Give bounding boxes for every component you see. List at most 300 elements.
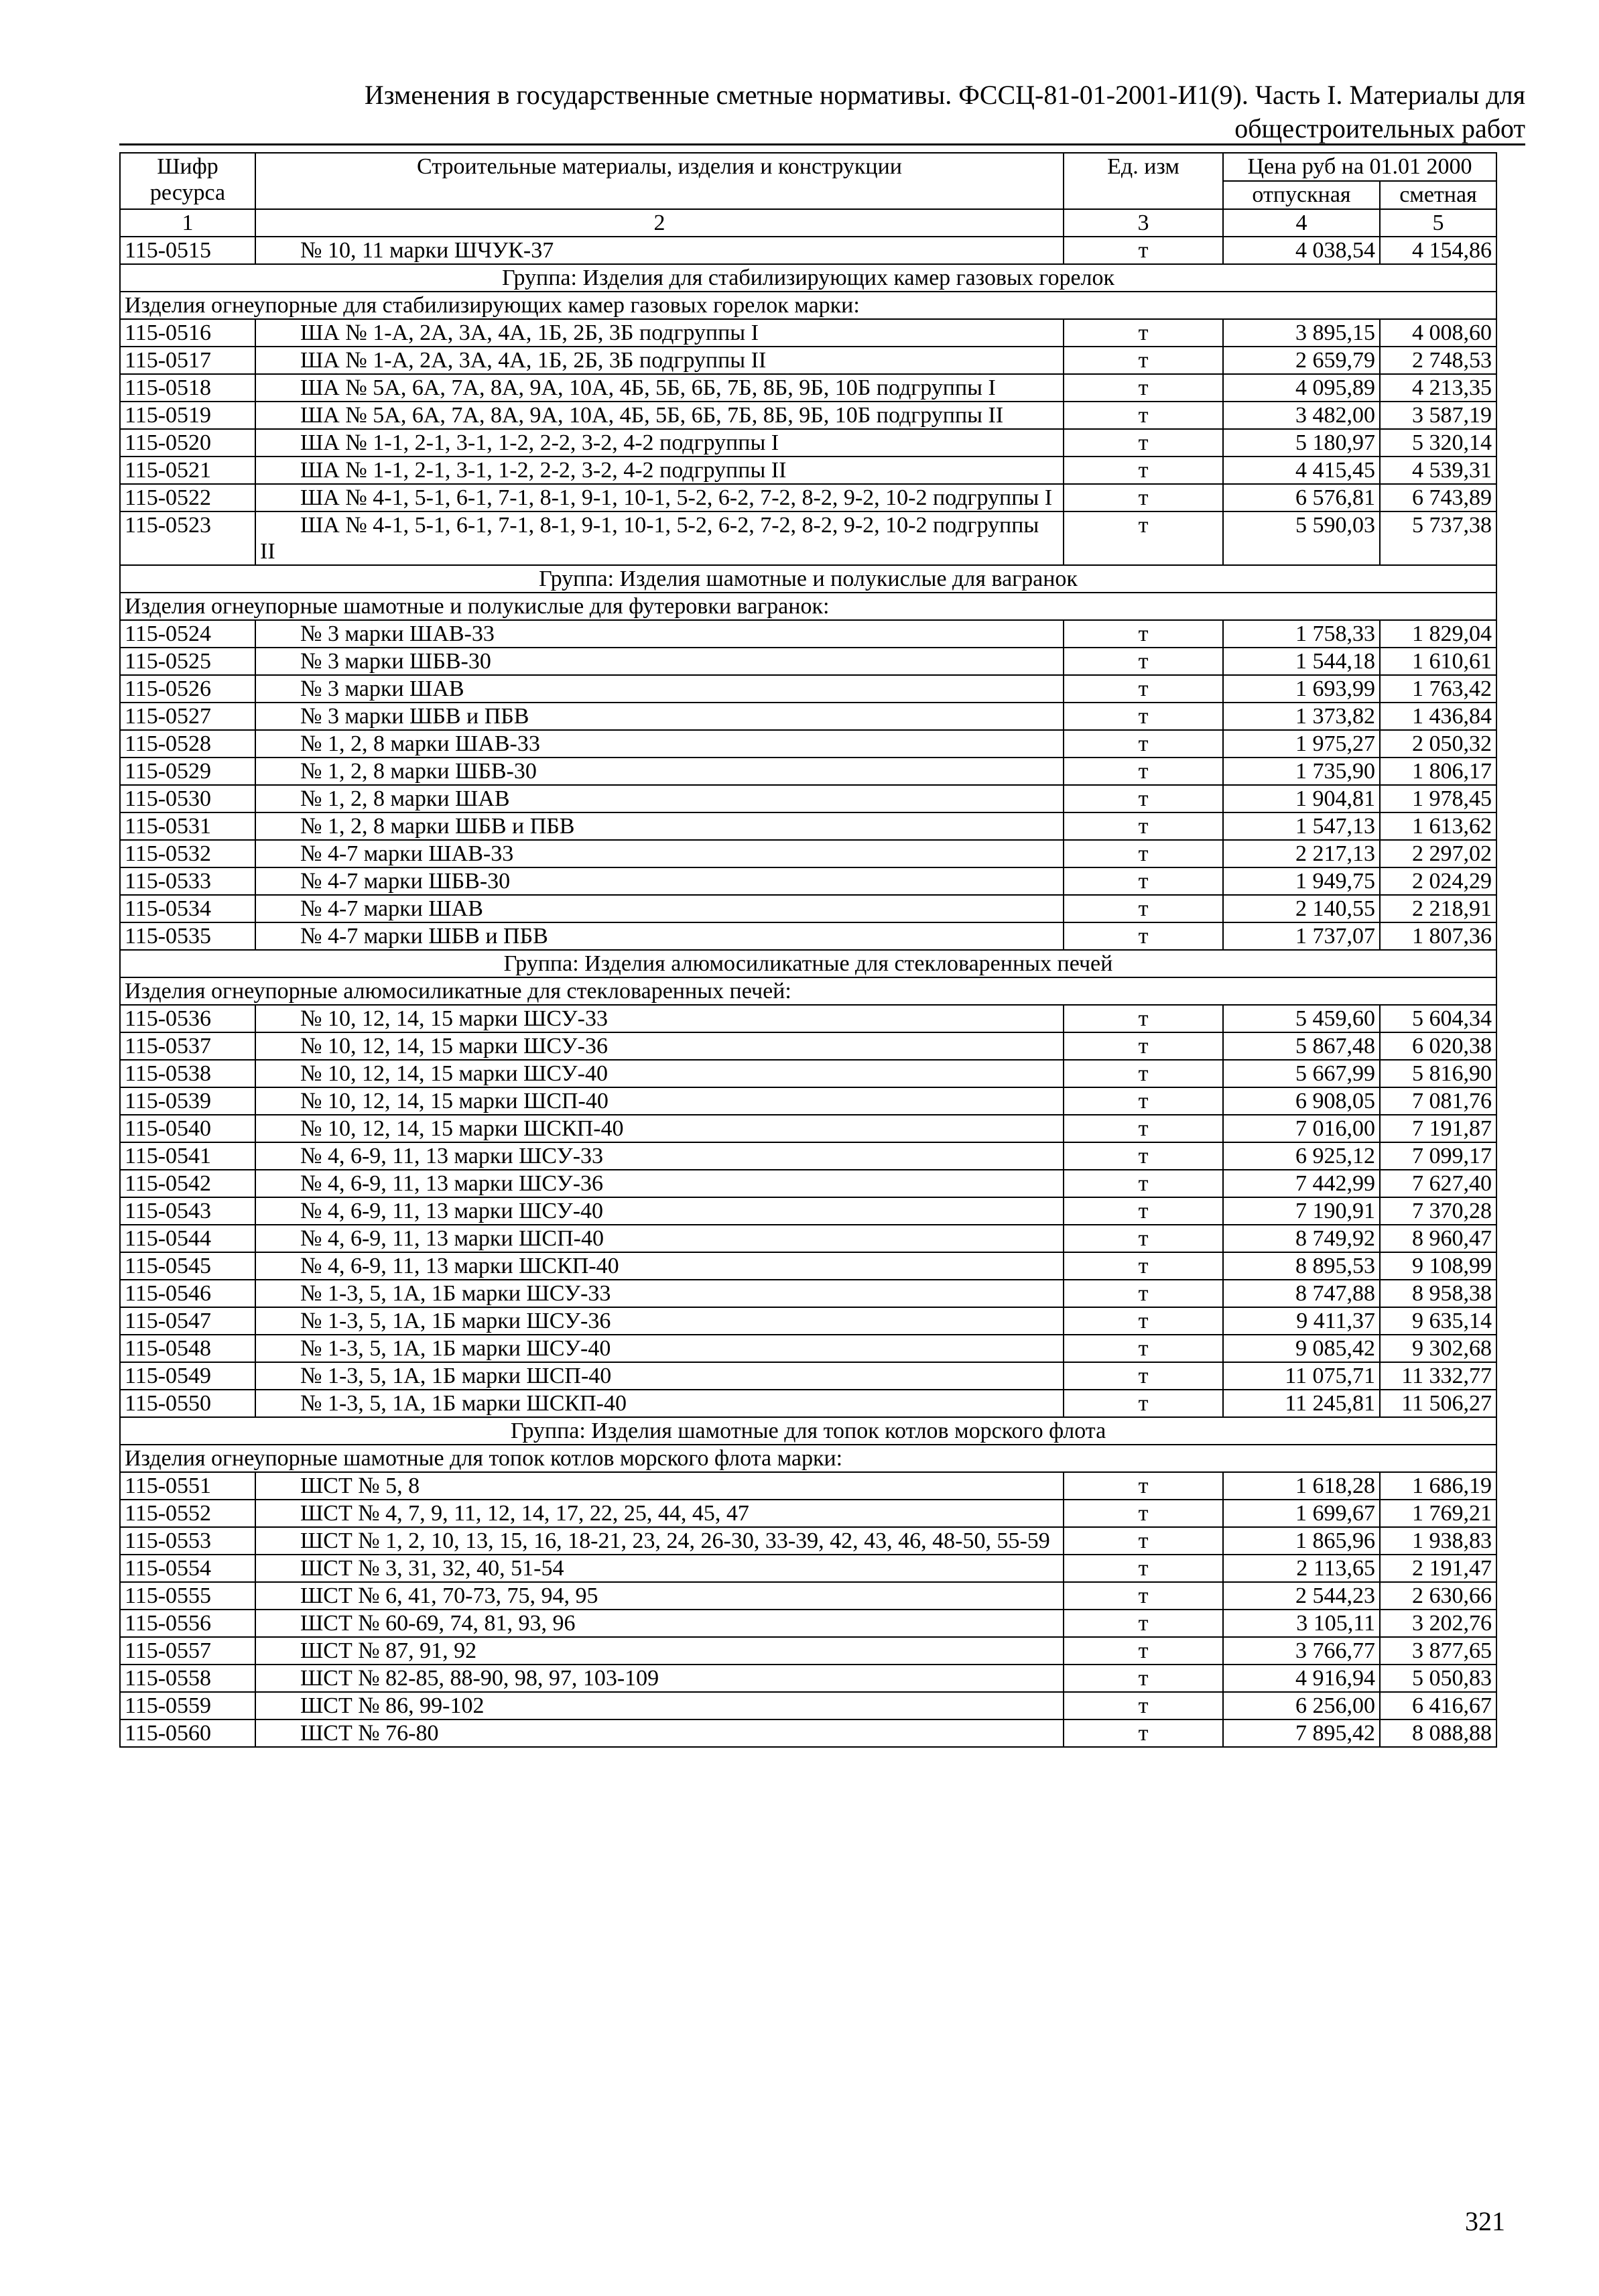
material-name-text: ШСТ № 4, 7, 9, 11, 12, 14, 17, 22, 25, 44, 45, 47 bbox=[300, 1501, 749, 1526]
release-price-cell: 1 373,82 bbox=[1223, 703, 1380, 730]
resource-code-cell: 115-0518 bbox=[120, 374, 255, 402]
material-name-text: № 4, 6-9, 11, 13 марки ШСУ-33 bbox=[300, 1144, 604, 1168]
unit-cell: т bbox=[1064, 812, 1223, 840]
unit-cell: т bbox=[1064, 1005, 1223, 1032]
resource-code-cell: 115-0545 bbox=[120, 1252, 255, 1280]
table-row bbox=[120, 1115, 1496, 1142]
resource-code-cell: 115-0519 bbox=[120, 402, 255, 429]
unit-cell: т bbox=[1064, 1142, 1223, 1170]
material-name-text: № 1, 2, 8 марки ШАВ-33 bbox=[300, 731, 540, 756]
unit-cell: т bbox=[1064, 648, 1223, 675]
material-name-cell bbox=[255, 319, 1064, 347]
material-name-text: ШСТ № 86, 99-102 bbox=[300, 1693, 485, 1718]
release-price-cell: 1 865,96 bbox=[1223, 1527, 1380, 1555]
unit-cell: т bbox=[1064, 758, 1223, 785]
resource-code-cell: 115-0516 bbox=[120, 319, 255, 347]
unit-cell: т bbox=[1064, 620, 1223, 648]
table-row bbox=[120, 237, 1496, 264]
release-price-cell: 9 411,37 bbox=[1223, 1307, 1380, 1335]
table-row bbox=[120, 812, 1496, 840]
unit-cell: т bbox=[1064, 402, 1223, 429]
group-heading-row bbox=[120, 264, 1496, 292]
table-row bbox=[120, 484, 1496, 511]
group-heading: Группа: Изделия алюмосиликатные для стекловаренных печей bbox=[120, 950, 1496, 977]
estimate-price-cell: 1 806,17 bbox=[1380, 758, 1496, 785]
resource-code-cell: 115-0560 bbox=[120, 1719, 255, 1747]
release-price-cell: 2 544,23 bbox=[1223, 1582, 1380, 1610]
material-name-text: ША № 5А, 6А, 7А, 8А, 9А, 10А, 4Б, 5Б, 6Б, 7Б, 8Б, 9Б, 10Б подгруппы I bbox=[300, 375, 996, 400]
column-header-price-release: отпускная bbox=[1223, 181, 1380, 209]
table-row bbox=[120, 1527, 1496, 1555]
material-name-cell bbox=[255, 1582, 1064, 1610]
estimate-price-cell: 4 539,31 bbox=[1380, 457, 1496, 484]
resource-code-cell: 115-0532 bbox=[120, 840, 255, 867]
release-price-cell: 8 747,88 bbox=[1223, 1280, 1380, 1307]
release-price-cell: 3 766,77 bbox=[1223, 1637, 1380, 1665]
table-row bbox=[120, 867, 1496, 895]
estimate-price-cell: 1 938,83 bbox=[1380, 1527, 1496, 1555]
resource-code-cell: 115-0557 bbox=[120, 1637, 255, 1665]
resource-code-cell: 115-0517 bbox=[120, 347, 255, 374]
table-row bbox=[120, 402, 1496, 429]
unit-cell: т bbox=[1064, 1665, 1223, 1692]
unit-cell: т bbox=[1064, 1527, 1223, 1555]
release-price-cell: 6 908,05 bbox=[1223, 1087, 1380, 1115]
material-name-cell bbox=[255, 1500, 1064, 1527]
resource-code-cell: 115-0530 bbox=[120, 785, 255, 812]
release-price-cell: 4 095,89 bbox=[1223, 374, 1380, 402]
resource-code-cell: 115-0553 bbox=[120, 1527, 255, 1555]
material-name-cell bbox=[255, 1087, 1064, 1115]
resource-code-cell: 115-0537 bbox=[120, 1032, 255, 1060]
material-name-text: № 1-3, 5, 1А, 1Б марки ШСП-40 bbox=[300, 1364, 612, 1388]
material-name-text: № 1-3, 5, 1А, 1Б марки ШСУ-33 bbox=[300, 1281, 611, 1306]
material-name-text: ШСТ № 5, 8 bbox=[300, 1473, 420, 1498]
table-body bbox=[120, 237, 1496, 1747]
release-price-cell: 3 895,15 bbox=[1223, 319, 1380, 347]
release-price-cell: 3 105,11 bbox=[1223, 1610, 1380, 1637]
table-row bbox=[120, 1087, 1496, 1115]
material-name-text: ША № 4-1, 5-1, 6-1, 7-1, 8-1, 9-1, 10-1, 5-2, 6-2, 7-2, 8-2, 9-2, 10-2 подгруппы II bbox=[260, 513, 1039, 564]
material-name-text: № 4, 6-9, 11, 13 марки ШСУ-40 bbox=[300, 1199, 604, 1223]
material-name-cell bbox=[255, 1692, 1064, 1719]
document-header-line-1: Изменения в государственные сметные нормативы. ФССЦ-81-01-2001-И1(9). Часть I. Материалы для bbox=[364, 80, 1525, 110]
table-row bbox=[120, 785, 1496, 812]
resource-code-cell: 115-0541 bbox=[120, 1142, 255, 1170]
unit-cell: т bbox=[1064, 1472, 1223, 1500]
release-price-cell: 5 590,03 bbox=[1223, 511, 1380, 565]
release-price-cell: 11 245,81 bbox=[1223, 1390, 1380, 1417]
resource-code-cell: 115-0556 bbox=[120, 1610, 255, 1637]
release-price-cell: 1 618,28 bbox=[1223, 1472, 1380, 1500]
group-heading-row bbox=[120, 565, 1496, 593]
resource-code-cell: 115-0521 bbox=[120, 457, 255, 484]
resource-code-cell: 115-0548 bbox=[120, 1335, 255, 1362]
estimate-price-cell: 5 604,34 bbox=[1380, 1005, 1496, 1032]
subgroup-heading: Изделия огнеупорные для стабилизирующих камер газовых горелок марки: bbox=[120, 292, 1496, 319]
resource-code-cell: 115-0528 bbox=[120, 730, 255, 758]
table-row bbox=[120, 1555, 1496, 1582]
unit-cell: т bbox=[1064, 511, 1223, 565]
material-name-cell bbox=[255, 1115, 1064, 1142]
material-name-text: ША № 1-А, 2А, 3А, 4А, 1Б, 2Б, 3Б подгруппы I bbox=[300, 320, 759, 345]
material-name-cell bbox=[255, 457, 1064, 484]
release-price-cell: 2 140,55 bbox=[1223, 895, 1380, 922]
material-name-text: № 4, 6-9, 11, 13 марки ШСП-40 bbox=[300, 1226, 604, 1251]
table-row bbox=[120, 840, 1496, 867]
material-name-cell bbox=[255, 1555, 1064, 1582]
estimate-price-cell: 2 218,91 bbox=[1380, 895, 1496, 922]
resource-code-cell: 115-0515 bbox=[120, 237, 255, 264]
material-name-cell bbox=[255, 1610, 1064, 1637]
resource-code-cell: 115-0535 bbox=[120, 922, 255, 950]
unit-cell: т bbox=[1064, 730, 1223, 758]
estimate-price-cell: 7 370,28 bbox=[1380, 1197, 1496, 1225]
unit-cell: т bbox=[1064, 347, 1223, 374]
resource-code-cell: 115-0550 bbox=[120, 1390, 255, 1417]
resource-code-cell: 115-0543 bbox=[120, 1197, 255, 1225]
estimate-price-cell: 3 587,19 bbox=[1380, 402, 1496, 429]
column-number: 2 bbox=[255, 209, 1064, 237]
material-name-cell bbox=[255, 1335, 1064, 1362]
resource-code-cell: 115-0526 bbox=[120, 675, 255, 703]
release-price-cell: 6 256,00 bbox=[1223, 1692, 1380, 1719]
release-price-cell: 1 547,13 bbox=[1223, 812, 1380, 840]
unit-cell: т bbox=[1064, 895, 1223, 922]
material-name-cell bbox=[255, 1060, 1064, 1087]
material-name-cell bbox=[255, 648, 1064, 675]
material-name-text: № 1, 2, 8 марки ШАВ bbox=[300, 786, 510, 811]
unit-cell: т bbox=[1064, 1692, 1223, 1719]
table-row bbox=[120, 374, 1496, 402]
material-name-text: № 3 марки ШБВ и ПБВ bbox=[300, 704, 529, 729]
estimate-price-cell: 9 635,14 bbox=[1380, 1307, 1496, 1335]
material-name-cell bbox=[255, 895, 1064, 922]
estimate-price-cell: 1 769,21 bbox=[1380, 1500, 1496, 1527]
subgroup-heading: Изделия огнеупорные шамотные для топок котлов морского флота марки: bbox=[120, 1445, 1496, 1472]
material-name-cell bbox=[255, 484, 1064, 511]
material-name-text: № 10, 12, 14, 15 марки ШСУ-36 bbox=[300, 1034, 608, 1059]
resource-code-cell: 115-0538 bbox=[120, 1060, 255, 1087]
release-price-cell: 2 113,65 bbox=[1223, 1555, 1380, 1582]
estimate-price-cell: 2 748,53 bbox=[1380, 347, 1496, 374]
resource-code-cell: 115-0524 bbox=[120, 620, 255, 648]
release-price-cell: 6 576,81 bbox=[1223, 484, 1380, 511]
material-name-cell bbox=[255, 402, 1064, 429]
table-row bbox=[120, 1005, 1496, 1032]
table-row bbox=[120, 1390, 1496, 1417]
page-number: 321 bbox=[1465, 2206, 1505, 2236]
material-name-text: № 1, 2, 8 марки ШБВ и ПБВ bbox=[300, 814, 575, 839]
material-name-cell bbox=[255, 1225, 1064, 1252]
material-name-text: № 1-3, 5, 1А, 1Б марки ШСКП-40 bbox=[300, 1391, 627, 1416]
material-name-cell bbox=[255, 867, 1064, 895]
release-price-cell: 9 085,42 bbox=[1223, 1335, 1380, 1362]
table-row bbox=[120, 1170, 1496, 1197]
material-name-cell bbox=[255, 840, 1064, 867]
estimate-price-cell: 5 737,38 bbox=[1380, 511, 1496, 565]
material-name-text: № 4-7 марки ШАВ-33 bbox=[300, 841, 514, 866]
unit-cell: т bbox=[1064, 922, 1223, 950]
unit-cell: т bbox=[1064, 1225, 1223, 1252]
estimate-price-cell: 3 877,65 bbox=[1380, 1637, 1496, 1665]
resource-code-cell: 115-0551 bbox=[120, 1472, 255, 1500]
resource-code-cell: 115-0555 bbox=[120, 1582, 255, 1610]
estimate-price-cell: 2 630,66 bbox=[1380, 1582, 1496, 1610]
material-name-text: № 1-3, 5, 1А, 1Б марки ШСУ-36 bbox=[300, 1309, 611, 1333]
material-name-text: ШСТ № 82-85, 88-90, 98, 97, 103-109 bbox=[300, 1666, 659, 1691]
subgroup-heading: Изделия огнеупорные шамотные и полукислые для футеровки вагранок: bbox=[120, 593, 1496, 620]
table-row bbox=[120, 1500, 1496, 1527]
unit-cell: т bbox=[1064, 867, 1223, 895]
unit-cell: т bbox=[1064, 374, 1223, 402]
estimate-price-cell: 4 154,86 bbox=[1380, 237, 1496, 264]
resource-code-cell: 115-0520 bbox=[120, 429, 255, 457]
material-name-cell bbox=[255, 1170, 1064, 1197]
material-name-text: № 4-7 марки ШБВ-30 bbox=[300, 869, 511, 894]
resource-code-cell: 115-0547 bbox=[120, 1307, 255, 1335]
release-price-cell: 7 016,00 bbox=[1223, 1115, 1380, 1142]
unit-cell: т bbox=[1064, 319, 1223, 347]
release-price-cell: 7 895,42 bbox=[1223, 1719, 1380, 1747]
table-row bbox=[120, 1582, 1496, 1610]
resource-code-cell: 115-0558 bbox=[120, 1665, 255, 1692]
release-price-cell: 5 867,48 bbox=[1223, 1032, 1380, 1060]
unit-cell: т bbox=[1064, 457, 1223, 484]
unit-cell: т bbox=[1064, 1197, 1223, 1225]
resource-code-cell: 115-0549 bbox=[120, 1362, 255, 1390]
material-name-cell bbox=[255, 1665, 1064, 1692]
table-row bbox=[120, 1362, 1496, 1390]
material-name-cell bbox=[255, 730, 1064, 758]
column-number: 5 bbox=[1380, 209, 1496, 237]
table-row bbox=[120, 1197, 1496, 1225]
table-row bbox=[120, 1280, 1496, 1307]
material-name-text: № 1, 2, 8 марки ШБВ-30 bbox=[300, 759, 537, 784]
subgroup-heading-row bbox=[120, 977, 1496, 1005]
material-name-cell bbox=[255, 675, 1064, 703]
estimate-price-cell: 1 829,04 bbox=[1380, 620, 1496, 648]
estimate-price-cell: 1 613,62 bbox=[1380, 812, 1496, 840]
material-name-cell bbox=[255, 237, 1064, 264]
table-row bbox=[120, 1719, 1496, 1747]
table-row bbox=[120, 1692, 1496, 1719]
estimate-price-cell: 1 978,45 bbox=[1380, 785, 1496, 812]
estimate-price-cell: 2 024,29 bbox=[1380, 867, 1496, 895]
release-price-cell: 1 735,90 bbox=[1223, 758, 1380, 785]
unit-cell: т bbox=[1064, 1500, 1223, 1527]
estimate-price-cell: 1 763,42 bbox=[1380, 675, 1496, 703]
unit-cell: т bbox=[1064, 1115, 1223, 1142]
material-name-text: ША № 1-А, 2А, 3А, 4А, 1Б, 2Б, 3Б подгруппы II bbox=[300, 348, 767, 373]
release-price-cell: 6 925,12 bbox=[1223, 1142, 1380, 1170]
material-name-text: ШСТ № 3, 31, 32, 40, 51-54 bbox=[300, 1556, 564, 1581]
column-header-unit: Ед. изм bbox=[1064, 153, 1223, 209]
table-row bbox=[120, 1665, 1496, 1692]
unit-cell: т bbox=[1064, 675, 1223, 703]
material-name-cell bbox=[255, 1307, 1064, 1335]
material-name-cell bbox=[255, 785, 1064, 812]
estimate-price-cell: 5 050,83 bbox=[1380, 1665, 1496, 1692]
material-name-text: № 4-7 марки ШБВ и ПБВ bbox=[300, 924, 548, 949]
estimate-price-cell: 7 081,76 bbox=[1380, 1087, 1496, 1115]
column-header-price-estimate: сметная bbox=[1380, 181, 1496, 209]
estimate-price-cell: 5 816,90 bbox=[1380, 1060, 1496, 1087]
material-name-text: ША № 5А, 6А, 7А, 8А, 9А, 10А, 4Б, 5Б, 6Б, 7Б, 8Б, 9Б, 10Б подгруппы II bbox=[300, 403, 1004, 428]
unit-cell: т bbox=[1064, 484, 1223, 511]
release-price-cell: 5 667,99 bbox=[1223, 1060, 1380, 1087]
estimate-price-cell: 9 302,68 bbox=[1380, 1335, 1496, 1362]
group-heading-row bbox=[120, 1417, 1496, 1445]
table-row bbox=[120, 429, 1496, 457]
group-heading: Группа: Изделия шамотные для топок котлов морского флота bbox=[120, 1417, 1496, 1445]
estimate-price-cell: 2 050,32 bbox=[1380, 730, 1496, 758]
estimate-price-cell: 9 108,99 bbox=[1380, 1252, 1496, 1280]
material-name-text: № 10, 12, 14, 15 марки ШСУ-33 bbox=[300, 1006, 608, 1031]
material-name-cell bbox=[255, 429, 1064, 457]
estimate-price-cell: 11 332,77 bbox=[1380, 1362, 1496, 1390]
unit-cell: т bbox=[1064, 1637, 1223, 1665]
estimate-price-cell: 6 416,67 bbox=[1380, 1692, 1496, 1719]
group-heading-row bbox=[120, 950, 1496, 977]
document-header-line-2: общестроительных работ bbox=[1234, 113, 1525, 143]
estimate-price-cell: 2 297,02 bbox=[1380, 840, 1496, 867]
unit-cell: т bbox=[1064, 1087, 1223, 1115]
resource-code-cell: 115-0540 bbox=[120, 1115, 255, 1142]
column-number: 3 bbox=[1064, 209, 1223, 237]
material-name-cell bbox=[255, 374, 1064, 402]
release-price-cell: 4 038,54 bbox=[1223, 237, 1380, 264]
table-row bbox=[120, 758, 1496, 785]
estimate-price-cell: 7 627,40 bbox=[1380, 1170, 1496, 1197]
material-name-cell bbox=[255, 922, 1064, 950]
table-row bbox=[120, 922, 1496, 950]
header-divider bbox=[119, 143, 1525, 145]
release-price-cell: 1 699,67 bbox=[1223, 1500, 1380, 1527]
estimate-price-cell: 3 202,76 bbox=[1380, 1610, 1496, 1637]
material-name-text: № 3 марки ШАВ-33 bbox=[300, 621, 495, 646]
table-row bbox=[120, 703, 1496, 730]
resource-code-cell: 115-0559 bbox=[120, 1692, 255, 1719]
resource-code-cell: 115-0552 bbox=[120, 1500, 255, 1527]
table-row bbox=[120, 1142, 1496, 1170]
estimate-price-cell: 4 213,35 bbox=[1380, 374, 1496, 402]
estimate-price-cell: 1 610,61 bbox=[1380, 648, 1496, 675]
resource-code-cell: 115-0534 bbox=[120, 895, 255, 922]
material-name-text: № 10, 12, 14, 15 марки ШСКП-40 bbox=[300, 1116, 624, 1141]
group-heading: Группа: Изделия для стабилизирующих камер газовых горелок bbox=[120, 264, 1496, 292]
material-name-cell bbox=[255, 620, 1064, 648]
estimate-price-cell: 1 686,19 bbox=[1380, 1472, 1496, 1500]
unit-cell: т bbox=[1064, 429, 1223, 457]
material-name-text: ША № 1-1, 2-1, 3-1, 1-2, 2-2, 3-2, 4-2 подгруппы II bbox=[300, 458, 787, 483]
resource-code-cell: 115-0529 bbox=[120, 758, 255, 785]
column-number: 4 bbox=[1223, 209, 1380, 237]
material-name-text: № 10, 12, 14, 15 марки ШСП-40 bbox=[300, 1089, 609, 1113]
resource-code-cell: 115-0525 bbox=[120, 648, 255, 675]
material-name-text: ША № 4-1, 5-1, 6-1, 7-1, 8-1, 9-1, 10-1, 5-2, 6-2, 7-2, 8-2, 9-2, 10-2 подгруппы I bbox=[300, 485, 1053, 510]
resource-code-cell: 115-0542 bbox=[120, 1170, 255, 1197]
release-price-cell: 1 737,07 bbox=[1223, 922, 1380, 950]
estimate-price-cell: 1 807,36 bbox=[1380, 922, 1496, 950]
table-row bbox=[120, 1060, 1496, 1087]
material-name-text: № 4-7 марки ШАВ bbox=[300, 896, 483, 921]
column-header-code: Шифр ресурса bbox=[120, 153, 255, 209]
material-name-cell bbox=[255, 347, 1064, 374]
material-name-text: № 10, 12, 14, 15 марки ШСУ-40 bbox=[300, 1061, 608, 1086]
table-row bbox=[120, 675, 1496, 703]
unit-cell: т bbox=[1064, 1390, 1223, 1417]
subgroup-heading-row bbox=[120, 593, 1496, 620]
estimate-price-cell: 5 320,14 bbox=[1380, 429, 1496, 457]
release-price-cell: 1 758,33 bbox=[1223, 620, 1380, 648]
material-name-text: № 4, 6-9, 11, 13 марки ШСУ-36 bbox=[300, 1171, 604, 1196]
group-heading: Группа: Изделия шамотные и полукислые для вагранок bbox=[120, 565, 1496, 593]
release-price-cell: 8 749,92 bbox=[1223, 1225, 1380, 1252]
table-row bbox=[120, 895, 1496, 922]
table-row bbox=[120, 620, 1496, 648]
material-name-cell bbox=[255, 1390, 1064, 1417]
material-name-text: № 4, 6-9, 11, 13 марки ШСКП-40 bbox=[300, 1254, 619, 1278]
subgroup-heading-row bbox=[120, 292, 1496, 319]
estimate-price-cell: 8 958,38 bbox=[1380, 1280, 1496, 1307]
unit-cell: т bbox=[1064, 1555, 1223, 1582]
unit-cell: т bbox=[1064, 1582, 1223, 1610]
material-name-text: № 1-3, 5, 1А, 1Б марки ШСУ-40 bbox=[300, 1336, 611, 1361]
table-row bbox=[120, 730, 1496, 758]
release-price-cell: 5 459,60 bbox=[1223, 1005, 1380, 1032]
unit-cell: т bbox=[1064, 1280, 1223, 1307]
release-price-cell: 1 544,18 bbox=[1223, 648, 1380, 675]
resource-code-cell: 115-0546 bbox=[120, 1280, 255, 1307]
estimate-price-cell: 6 020,38 bbox=[1380, 1032, 1496, 1060]
unit-cell: т bbox=[1064, 1307, 1223, 1335]
estimate-price-cell: 4 008,60 bbox=[1380, 319, 1496, 347]
material-name-text: № 3 марки ШБВ-30 bbox=[300, 649, 491, 674]
table-row bbox=[120, 1472, 1496, 1500]
release-price-cell: 3 482,00 bbox=[1223, 402, 1380, 429]
material-name-cell bbox=[255, 1637, 1064, 1665]
subgroup-heading-row bbox=[120, 1445, 1496, 1472]
resource-code-cell: 115-0544 bbox=[120, 1225, 255, 1252]
table-row bbox=[120, 1637, 1496, 1665]
unit-cell: т bbox=[1064, 1335, 1223, 1362]
table-row bbox=[120, 1335, 1496, 1362]
material-name-cell bbox=[255, 1032, 1064, 1060]
unit-cell: т bbox=[1064, 1170, 1223, 1197]
release-price-cell: 2 659,79 bbox=[1223, 347, 1380, 374]
unit-cell: т bbox=[1064, 840, 1223, 867]
release-price-cell: 8 895,53 bbox=[1223, 1252, 1380, 1280]
table-row bbox=[120, 319, 1496, 347]
price-table bbox=[119, 152, 1497, 1748]
release-price-cell: 4 916,94 bbox=[1223, 1665, 1380, 1692]
unit-cell: т bbox=[1064, 1252, 1223, 1280]
estimate-price-cell: 8 088,88 bbox=[1380, 1719, 1496, 1747]
table-row bbox=[120, 347, 1496, 374]
unit-cell: т bbox=[1064, 1032, 1223, 1060]
material-name-cell bbox=[255, 1527, 1064, 1555]
resource-code-cell: 115-0533 bbox=[120, 867, 255, 895]
material-name-cell bbox=[255, 1280, 1064, 1307]
unit-cell: т bbox=[1064, 703, 1223, 730]
estimate-price-cell: 11 506,27 bbox=[1380, 1390, 1496, 1417]
release-price-cell: 2 217,13 bbox=[1223, 840, 1380, 867]
release-price-cell: 1 949,75 bbox=[1223, 867, 1380, 895]
resource-code-cell: 115-0523 bbox=[120, 511, 255, 565]
resource-code-cell: 115-0554 bbox=[120, 1555, 255, 1582]
unit-cell: т bbox=[1064, 785, 1223, 812]
